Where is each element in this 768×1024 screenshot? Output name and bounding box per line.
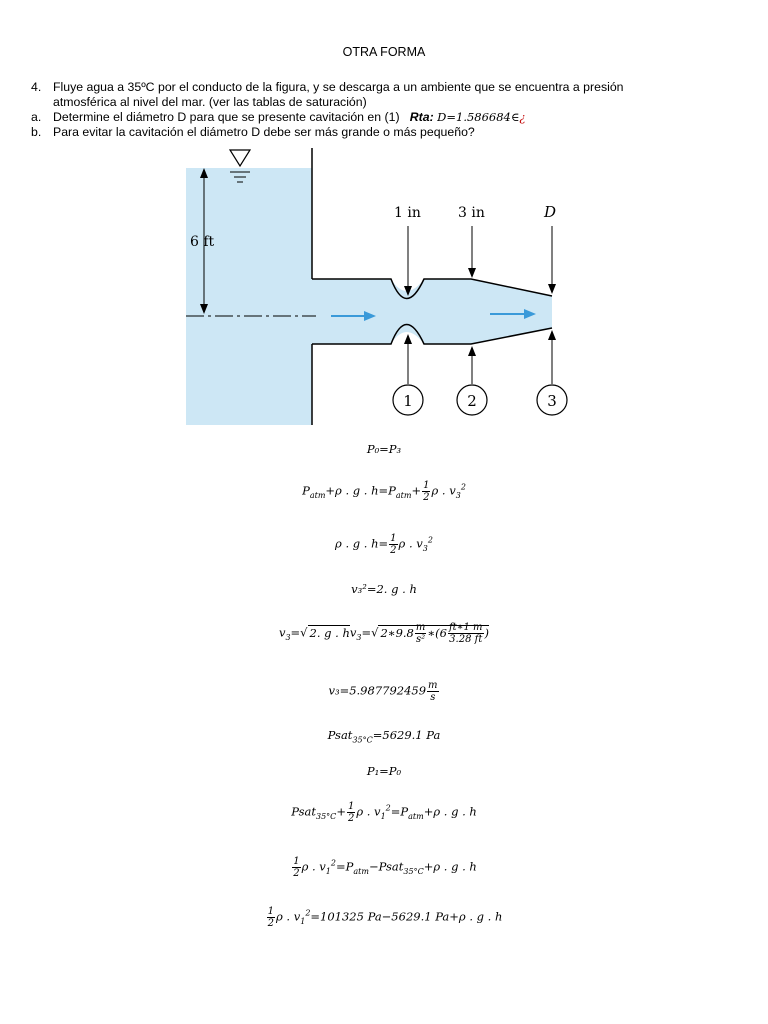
- equation-6-text: v₃=5.987792459: [328, 683, 427, 698]
- arrow-point-3: [548, 330, 556, 340]
- problem-text-line1: Fluye agua a 35ºC por el conducto de la figura, y se descarga a un ambiente que se encuentra a presión: [53, 80, 624, 94]
- equation-5: $v_3=√$ 2. g . $hv_3=√$ 2∗9.8 $\frac{m}{\text{s²}}$ ∗(6 $\frac{ft∗1 m}{3.28 ft}$ ): [278, 622, 490, 645]
- part-b-label: b.: [31, 125, 42, 139]
- equation-9: Psat$_{35^\circ C}$+ $\frac{1}{2}$ ρ . $v_1^2=P_{atm}+\rho$ . g . h: [291, 801, 477, 824]
- problem-text-line2: atmosférica al nivel del mar. (ver las tablas de saturación): [53, 95, 367, 109]
- part-a-rta-symbol: ¿: [519, 110, 526, 124]
- equation-10: $\frac{1}{2}$ ρ . $v_1^2=P_{atm}-Psat_{35^\circ C}+\rho$ . g . h: [293, 856, 477, 879]
- height-label: 6 ft: [190, 234, 215, 250]
- equation-6-unit-den: s: [430, 692, 436, 703]
- label-1in: 1 in: [394, 205, 421, 221]
- problem-statement-cont: [31, 95, 367, 109]
- free-surface-symbol: [230, 150, 250, 166]
- equation-2: $P_{atm}+\rho$ . g . $h=P_{atm}+$ $\frac{1}{2}$ ρ . $v_3^2$: [302, 480, 466, 503]
- arrow-point-2: [468, 346, 476, 356]
- equation-7-value: =5629.1 Pa: [372, 728, 441, 742]
- part-b: [31, 125, 475, 139]
- point-3-label: 3: [547, 392, 557, 410]
- label-3in: 3 in: [458, 205, 485, 221]
- tank-water: [186, 168, 312, 425]
- label-D: D: [544, 203, 557, 221]
- equation-7: [0, 728, 768, 744]
- equation-8: [0, 764, 768, 778]
- point-2-label: 2: [467, 392, 477, 410]
- equation-4-text: v₃²=2. g . h: [351, 582, 417, 596]
- equation-8-text: P₁=P₀: [366, 764, 402, 778]
- equation-1: [0, 442, 768, 456]
- problem-statement: [31, 80, 624, 94]
- part-a-rta-value: D=1.586684∈: [437, 110, 520, 124]
- equation-4: [0, 582, 768, 596]
- part-b-text: Para evitar la cavitación el diámetro D debe ser más grande o más pequeño?: [53, 125, 475, 139]
- arrow-D: [548, 284, 556, 294]
- part-a-rta-label: Rta:: [409, 110, 434, 124]
- equation-6-unit-num: m: [428, 680, 438, 691]
- nozzle-figure: [186, 148, 576, 425]
- part-a-label: a.: [31, 110, 42, 124]
- equation-6: [0, 680, 768, 703]
- arrow-point-1: [404, 334, 412, 344]
- equation-11-value: =101325 Pa−5629.1 Pa+ρ . g . h: [310, 909, 503, 924]
- equation-7-sub: 35°C: [352, 735, 373, 745]
- part-a-text: Determine el diámetro D para que se presente cavitación en (1): [53, 110, 400, 124]
- arrow-3in: [468, 268, 476, 278]
- equation-7-text: Psat: [327, 728, 353, 742]
- equation-1-text: P₀=P₃: [366, 442, 402, 456]
- equation-3-text: ρ . g . h=: [335, 536, 389, 551]
- problem-number: 4.: [31, 80, 42, 94]
- equation-3: ρ . g . h= $\frac{1}{2}$ ρ . $v_3^2$: [335, 533, 433, 556]
- page-title: OTRA FORMA: [342, 45, 426, 59]
- point-1-label: 1: [403, 392, 413, 410]
- part-a: [31, 110, 526, 124]
- equation-11: $\frac{1}{2}$ ρ . $v_1^2=101325$ Pa−5629.1 Pa+ρ . g . h: [267, 906, 503, 929]
